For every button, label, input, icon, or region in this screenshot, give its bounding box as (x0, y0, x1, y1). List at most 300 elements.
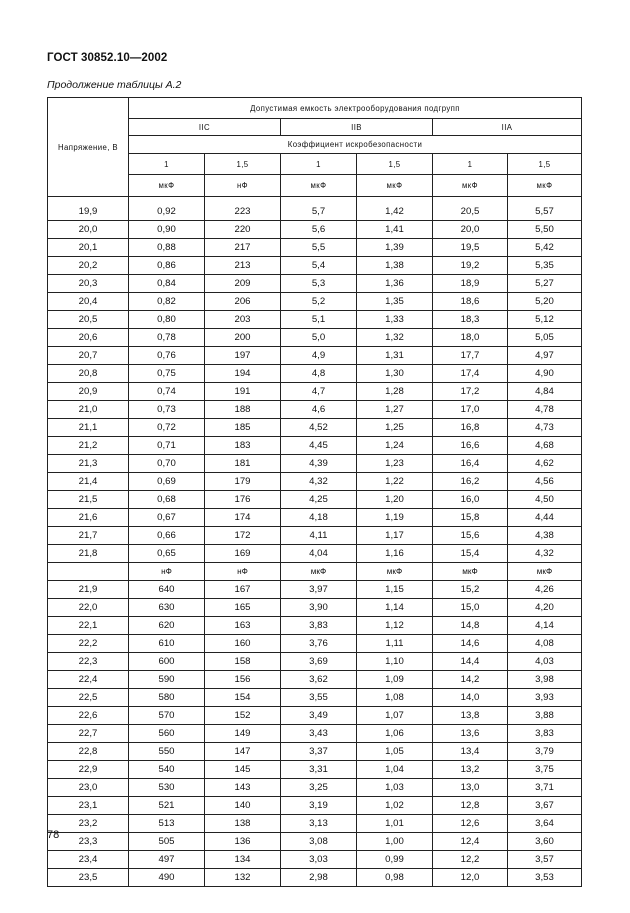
unit-cell: мкФ (508, 563, 582, 581)
value-cell: 3,57 (508, 851, 582, 869)
value-cell: 4,7 (281, 383, 357, 401)
value-cell: 4,39 (281, 455, 357, 473)
value-cell: 132 (205, 869, 281, 887)
table-row (48, 635, 582, 653)
value-cell: 4,44 (508, 509, 582, 527)
value-cell: 4,11 (281, 527, 357, 545)
value-cell: 4,38 (508, 527, 582, 545)
voltage-cell: 23,5 (48, 869, 129, 887)
value-cell: 4,97 (508, 347, 582, 365)
value-cell: 4,62 (508, 455, 582, 473)
value-cell: 3,97 (281, 581, 357, 599)
voltage-cell: 21,0 (48, 401, 129, 419)
group-header-iia: IIA (433, 119, 582, 136)
value-cell: 149 (205, 725, 281, 743)
value-cell: 15,2 (433, 581, 508, 599)
value-cell: 0,80 (129, 311, 205, 329)
voltage-cell: 22,2 (48, 635, 129, 653)
capacity-header: Допустимая емкость электрооборудования подгрупп (129, 98, 582, 119)
value-cell: 0,69 (129, 473, 205, 491)
voltage-cell: 21,6 (48, 509, 129, 527)
unit-cell: мкФ (129, 175, 205, 197)
value-cell: 1,04 (357, 761, 433, 779)
voltage-cell: 22,4 (48, 671, 129, 689)
value-cell: 1,11 (357, 635, 433, 653)
value-cell: 580 (129, 689, 205, 707)
voltage-cell: 21,8 (48, 545, 129, 563)
voltage-cell: 20,2 (48, 257, 129, 275)
value-cell: 5,3 (281, 275, 357, 293)
value-cell: 20,5 (433, 203, 508, 221)
voltage-cell: 22,7 (48, 725, 129, 743)
value-cell: 134 (205, 851, 281, 869)
table-row (48, 725, 582, 743)
value-cell: 1,23 (357, 455, 433, 473)
value-cell: 5,42 (508, 239, 582, 257)
voltage-cell: 20,3 (48, 275, 129, 293)
value-cell: 3,90 (281, 599, 357, 617)
value-cell: 15,4 (433, 545, 508, 563)
unit-cell: мкФ (357, 563, 433, 581)
voltage-cell: 20,9 (48, 383, 129, 401)
value-cell: 4,20 (508, 599, 582, 617)
value-cell: 0,90 (129, 221, 205, 239)
table-row (48, 815, 582, 833)
value-cell: 138 (205, 815, 281, 833)
table-continuation-caption: Продолжение таблицы А.2 (47, 79, 182, 91)
unit-cell: мкФ (433, 175, 508, 197)
capacitance-table (47, 97, 582, 887)
value-cell: 3,13 (281, 815, 357, 833)
voltage-cell: 20,5 (48, 311, 129, 329)
value-cell: 5,7 (281, 203, 357, 221)
table-row (48, 545, 582, 563)
value-cell: 1,00 (357, 833, 433, 851)
value-cell: 4,56 (508, 473, 582, 491)
value-cell: 4,45 (281, 437, 357, 455)
value-cell: 194 (205, 365, 281, 383)
value-cell: 1,17 (357, 527, 433, 545)
value-cell: 18,0 (433, 329, 508, 347)
value-cell: 183 (205, 437, 281, 455)
value-cell: 0,88 (129, 239, 205, 257)
value-cell: 0,86 (129, 257, 205, 275)
voltage-cell: 22,5 (48, 689, 129, 707)
unit-cell: мкФ (433, 563, 508, 581)
value-cell: 1,03 (357, 779, 433, 797)
table-row (48, 581, 582, 599)
table-row (48, 257, 582, 275)
value-cell: 1,25 (357, 419, 433, 437)
value-cell: 154 (205, 689, 281, 707)
value-cell: 20,0 (433, 221, 508, 239)
value-cell: 165 (205, 599, 281, 617)
voltage-cell: 22,8 (48, 743, 129, 761)
value-cell: 1,30 (357, 365, 433, 383)
table-row (48, 851, 582, 869)
value-cell: 3,25 (281, 779, 357, 797)
value-cell: 1,31 (357, 347, 433, 365)
value-cell: 1,35 (357, 293, 433, 311)
value-cell: 4,25 (281, 491, 357, 509)
value-cell: 0,98 (357, 869, 433, 887)
table-row (48, 527, 582, 545)
value-cell: 4,26 (508, 581, 582, 599)
table-row (48, 689, 582, 707)
table-row (48, 707, 582, 725)
value-cell: 17,4 (433, 365, 508, 383)
table-row (48, 365, 582, 383)
value-cell: 3,67 (508, 797, 582, 815)
value-cell: 197 (205, 347, 281, 365)
table-row (48, 509, 582, 527)
value-cell: 620 (129, 617, 205, 635)
value-cell: 12,8 (433, 797, 508, 815)
value-cell: 15,8 (433, 509, 508, 527)
value-cell: 0,92 (129, 203, 205, 221)
value-cell: 5,50 (508, 221, 582, 239)
value-cell: 3,79 (508, 743, 582, 761)
table-row (48, 617, 582, 635)
value-cell: 3,64 (508, 815, 582, 833)
coefficient-header: Коэффициент искробезопасности (129, 136, 582, 154)
value-cell: 13,6 (433, 725, 508, 743)
value-cell: 5,5 (281, 239, 357, 257)
value-cell: 5,4 (281, 257, 357, 275)
value-cell: 18,9 (433, 275, 508, 293)
value-cell: 4,32 (281, 473, 357, 491)
voltage-cell: 21,3 (48, 455, 129, 473)
value-cell: 16,6 (433, 437, 508, 455)
value-cell: 550 (129, 743, 205, 761)
table-row (48, 473, 582, 491)
value-cell: 140 (205, 797, 281, 815)
value-cell: 145 (205, 761, 281, 779)
value-cell: 497 (129, 851, 205, 869)
value-cell: 3,62 (281, 671, 357, 689)
table-row (48, 383, 582, 401)
value-cell: 570 (129, 707, 205, 725)
value-cell: 191 (205, 383, 281, 401)
table-row (48, 203, 582, 221)
value-cell: 16,8 (433, 419, 508, 437)
value-cell: 3,08 (281, 833, 357, 851)
value-cell: 1,38 (357, 257, 433, 275)
value-cell: 1,42 (357, 203, 433, 221)
table-row (48, 797, 582, 815)
value-cell: 16,2 (433, 473, 508, 491)
value-cell: 3,53 (508, 869, 582, 887)
value-cell: 0,66 (129, 527, 205, 545)
value-cell: 1,36 (357, 275, 433, 293)
value-cell: 0,78 (129, 329, 205, 347)
value-cell: 530 (129, 779, 205, 797)
voltage-cell: 22,0 (48, 599, 129, 617)
value-cell: 1,14 (357, 599, 433, 617)
voltage-cell: 21,2 (48, 437, 129, 455)
value-cell: 169 (205, 545, 281, 563)
value-cell: 1,20 (357, 491, 433, 509)
value-cell: 4,78 (508, 401, 582, 419)
voltage-cell: 20,0 (48, 221, 129, 239)
value-cell: 1,01 (357, 815, 433, 833)
value-cell: 2,98 (281, 869, 357, 887)
voltage-cell: 20,8 (48, 365, 129, 383)
value-cell: 513 (129, 815, 205, 833)
value-cell: 4,32 (508, 545, 582, 563)
group-header-iic: IIC (129, 119, 281, 136)
value-cell: 19,2 (433, 257, 508, 275)
value-cell: 521 (129, 797, 205, 815)
voltage-cell: 20,1 (48, 239, 129, 257)
value-cell: 630 (129, 599, 205, 617)
voltage-header: Напряжение, В (48, 98, 129, 197)
voltage-cell: 22,1 (48, 617, 129, 635)
value-cell: 5,20 (508, 293, 582, 311)
value-cell: 14,8 (433, 617, 508, 635)
value-cell: 1,28 (357, 383, 433, 401)
coefficient-cell: 1,5 (205, 154, 281, 175)
value-cell: 5,05 (508, 329, 582, 347)
value-cell: 176 (205, 491, 281, 509)
value-cell: 1,39 (357, 239, 433, 257)
value-cell: 4,03 (508, 653, 582, 671)
coefficient-cell: 1 (281, 154, 357, 175)
value-cell: 3,49 (281, 707, 357, 725)
table-row (48, 419, 582, 437)
value-cell: 3,88 (508, 707, 582, 725)
voltage-cell: 22,6 (48, 707, 129, 725)
value-cell: 1,24 (357, 437, 433, 455)
value-cell: 18,6 (433, 293, 508, 311)
group-header-iib: IIB (281, 119, 433, 136)
value-cell: 152 (205, 707, 281, 725)
value-cell: 200 (205, 329, 281, 347)
value-cell: 158 (205, 653, 281, 671)
value-cell: 163 (205, 617, 281, 635)
value-cell: 4,14 (508, 617, 582, 635)
unit-cell: нФ (205, 175, 281, 197)
value-cell: 1,16 (357, 545, 433, 563)
value-cell: 1,19 (357, 509, 433, 527)
value-cell: 490 (129, 869, 205, 887)
value-cell: 3,69 (281, 653, 357, 671)
value-cell: 0,76 (129, 347, 205, 365)
value-cell: 220 (205, 221, 281, 239)
voltage-cell: 20,4 (48, 293, 129, 311)
value-cell: 3,83 (281, 617, 357, 635)
value-cell: 14,6 (433, 635, 508, 653)
value-cell: 4,08 (508, 635, 582, 653)
value-cell: 0,65 (129, 545, 205, 563)
value-cell: 3,03 (281, 851, 357, 869)
value-cell: 3,76 (281, 635, 357, 653)
coefficient-cell: 1 (433, 154, 508, 175)
voltage-cell: 23,4 (48, 851, 129, 869)
value-cell: 3,31 (281, 761, 357, 779)
value-cell: 3,60 (508, 833, 582, 851)
table-row (48, 221, 582, 239)
value-cell: 14,2 (433, 671, 508, 689)
table-row (48, 437, 582, 455)
voltage-cell: 21,9 (48, 581, 129, 599)
value-cell: 185 (205, 419, 281, 437)
value-cell: 209 (205, 275, 281, 293)
voltage-cell: 20,6 (48, 329, 129, 347)
value-cell: 600 (129, 653, 205, 671)
value-cell: 156 (205, 671, 281, 689)
value-cell: 3,98 (508, 671, 582, 689)
value-cell: 15,6 (433, 527, 508, 545)
value-cell: 223 (205, 203, 281, 221)
value-cell: 172 (205, 527, 281, 545)
unit-cell (48, 563, 129, 581)
value-cell: 3,55 (281, 689, 357, 707)
table-row (48, 239, 582, 257)
unit-cell: мкФ (281, 175, 357, 197)
value-cell: 1,32 (357, 329, 433, 347)
value-cell: 3,43 (281, 725, 357, 743)
value-cell: 0,75 (129, 365, 205, 383)
value-cell: 217 (205, 239, 281, 257)
value-cell: 3,93 (508, 689, 582, 707)
table-row (48, 761, 582, 779)
value-cell: 5,1 (281, 311, 357, 329)
voltage-cell: 23,3 (48, 833, 129, 851)
document-title: ГОСТ 30852.10—2002 (47, 52, 168, 64)
value-cell: 1,08 (357, 689, 433, 707)
voltage-cell: 20,7 (48, 347, 129, 365)
value-cell: 590 (129, 671, 205, 689)
value-cell: 179 (205, 473, 281, 491)
value-cell: 12,2 (433, 851, 508, 869)
value-cell: 3,83 (508, 725, 582, 743)
value-cell: 0,71 (129, 437, 205, 455)
table-row (48, 743, 582, 761)
voltage-cell: 22,3 (48, 653, 129, 671)
value-cell: 1,06 (357, 725, 433, 743)
value-cell: 1,15 (357, 581, 433, 599)
voltage-cell: 21,4 (48, 473, 129, 491)
table-row (48, 599, 582, 617)
voltage-cell: 19,9 (48, 203, 129, 221)
value-cell: 136 (205, 833, 281, 851)
table-row (48, 491, 582, 509)
value-cell: 1,33 (357, 311, 433, 329)
value-cell: 1,05 (357, 743, 433, 761)
unit-cell: нФ (129, 563, 205, 581)
value-cell: 15,0 (433, 599, 508, 617)
value-cell: 4,52 (281, 419, 357, 437)
voltage-cell: 23,2 (48, 815, 129, 833)
value-cell: 3,71 (508, 779, 582, 797)
value-cell: 167 (205, 581, 281, 599)
voltage-cell: 21,5 (48, 491, 129, 509)
value-cell: 0,74 (129, 383, 205, 401)
unit-cell: мкФ (357, 175, 433, 197)
value-cell: 1,27 (357, 401, 433, 419)
value-cell: 14,4 (433, 653, 508, 671)
value-cell: 143 (205, 779, 281, 797)
value-cell: 5,6 (281, 221, 357, 239)
value-cell: 0,99 (357, 851, 433, 869)
value-cell: 181 (205, 455, 281, 473)
value-cell: 5,0 (281, 329, 357, 347)
value-cell: 3,37 (281, 743, 357, 761)
value-cell: 0,82 (129, 293, 205, 311)
value-cell: 4,90 (508, 365, 582, 383)
voltage-cell: 22,9 (48, 761, 129, 779)
value-cell: 203 (205, 311, 281, 329)
value-cell: 4,73 (508, 419, 582, 437)
coefficient-cell: 1,5 (357, 154, 433, 175)
value-cell: 17,0 (433, 401, 508, 419)
value-cell: 12,6 (433, 815, 508, 833)
value-cell: 505 (129, 833, 205, 851)
value-cell: 188 (205, 401, 281, 419)
unit-cell: нФ (205, 563, 281, 581)
table-row (48, 833, 582, 851)
value-cell: 18,3 (433, 311, 508, 329)
unit-row (48, 563, 582, 581)
table-row (48, 401, 582, 419)
value-cell: 213 (205, 257, 281, 275)
value-cell: 1,12 (357, 617, 433, 635)
value-cell: 4,04 (281, 545, 357, 563)
value-cell: 16,0 (433, 491, 508, 509)
value-cell: 0,67 (129, 509, 205, 527)
voltage-cell: 21,7 (48, 527, 129, 545)
value-cell: 4,68 (508, 437, 582, 455)
value-cell: 4,18 (281, 509, 357, 527)
value-cell: 610 (129, 635, 205, 653)
unit-cell: мкФ (508, 175, 582, 197)
value-cell: 5,35 (508, 257, 582, 275)
value-cell: 4,8 (281, 365, 357, 383)
value-cell: 0,70 (129, 455, 205, 473)
value-cell: 13,2 (433, 761, 508, 779)
value-cell: 147 (205, 743, 281, 761)
value-cell: 13,0 (433, 779, 508, 797)
table-row (48, 869, 582, 887)
value-cell: 5,2 (281, 293, 357, 311)
table-row (48, 275, 582, 293)
value-cell: 14,0 (433, 689, 508, 707)
value-cell: 640 (129, 581, 205, 599)
table-row (48, 671, 582, 689)
value-cell: 5,57 (508, 203, 582, 221)
value-cell: 1,22 (357, 473, 433, 491)
unit-cell: мкФ (281, 563, 357, 581)
table-row (48, 779, 582, 797)
value-cell: 5,27 (508, 275, 582, 293)
table-row (48, 455, 582, 473)
value-cell: 1,41 (357, 221, 433, 239)
table-row (48, 329, 582, 347)
value-cell: 1,02 (357, 797, 433, 815)
value-cell: 206 (205, 293, 281, 311)
value-cell: 19,5 (433, 239, 508, 257)
value-cell: 13,4 (433, 743, 508, 761)
coefficient-cell: 1,5 (508, 154, 582, 175)
value-cell: 0,68 (129, 491, 205, 509)
table-row (48, 347, 582, 365)
value-cell: 5,12 (508, 311, 582, 329)
value-cell: 0,72 (129, 419, 205, 437)
value-cell: 174 (205, 509, 281, 527)
voltage-cell: 21,1 (48, 419, 129, 437)
page-number: 78 (47, 829, 60, 841)
